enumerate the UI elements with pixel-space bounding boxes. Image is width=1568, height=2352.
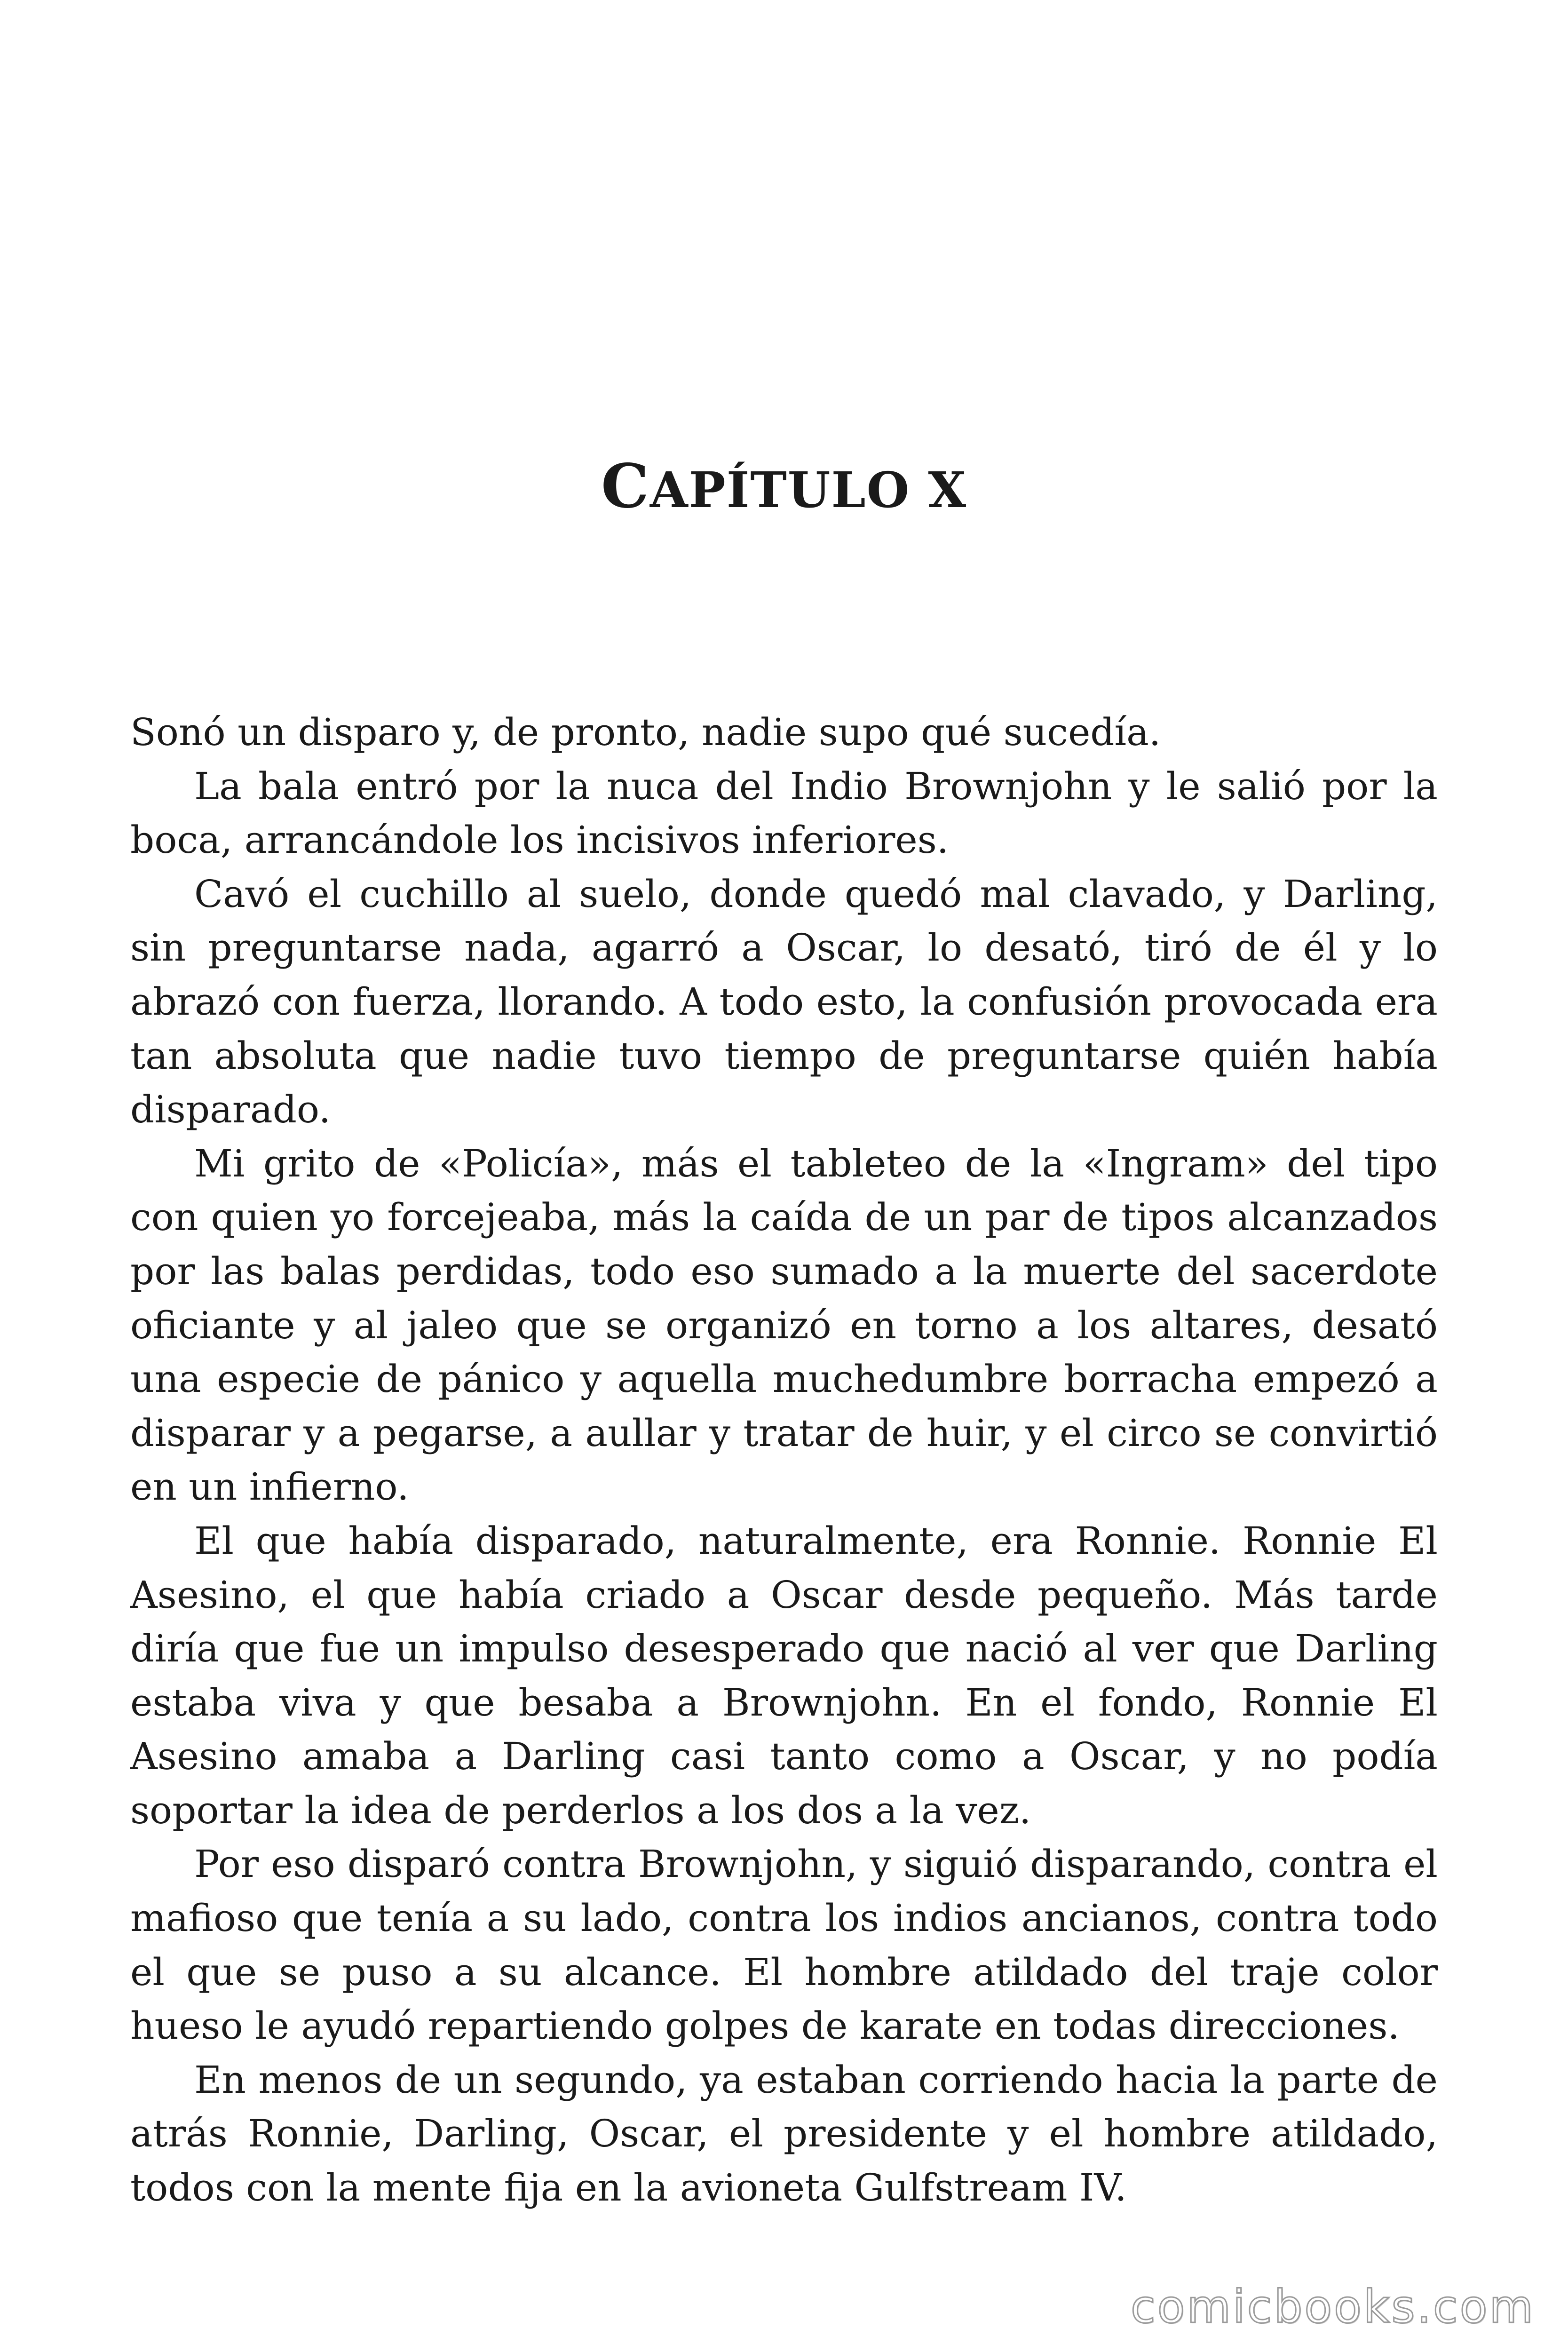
paragraph-5: El que había disparado, naturalmente, era Ronnie. Ronnie El Asesino, el que había criado a Oscar desde pequeño. Más tarde diría que fue un impulso desesperado que nació al ver que Darling estaba viva y que besaba a Brownjohn. En el fondo, Ronnie El Asesino amaba a Darling casi tanto como a Oscar, y no podía soportar la idea de perderlos a los dos a la vez. [130,1518,1438,1832]
paragraph-1: Sonó un disparo y, de pronto, nadie supo qué sucedía. [130,710,1161,754]
chapter-title-rest: APÍTULO X [649,461,967,519]
paragraph-7: En menos de un segundo, ya estaban corriendo hacia la parte de atrás Ronnie, Darling, Oscar, el presidente y el hombre atildado, todos con la mente fija en la avioneta Gulfstream IV. [130,2058,1438,2210]
paragraph-4: Mi grito de «Policía», más el tableteo de la «Ingram» del tipo con quien yo forcejeaba, más la caída de un par de tipos alcanzados por las balas perdidas, todo eso sumado a la muerte del sacerdote oficiante y al jaleo que se organizó en torno a los altares, desató una especie de pánico y aquella muchedumbre borracha empezó a disparar y a pegarse, a aullar y tratar de huir, y el circo se convirtió en un infierno. [130,1141,1438,1509]
paragraph-6: Por eso disparó contra Brownjohn, y siguió disparando, contra el mafioso que tenía a su lado, contra los indios ancianos, contra todo el que se puso a su alcance. El hombre atildado del traje color hueso le ayudó repartiendo golpes de karate en todas direcciones. [130,1842,1438,2048]
chapter-body [130,706,1438,2215]
chapter-title [0,451,1568,522]
paragraph-2: La bala entró por la nuca del Indio Brownjohn y le salió por la boca, arrancándole los incisivos inferiores. [130,764,1438,862]
chapter-title-initial: C [601,451,650,522]
paragraph-3: Cavó el cuchillo al suelo, donde quedó mal clavado, y Darling, sin preguntarse nada, agarró a Oscar, lo desató, tiró de él y lo abrazó con fuerza, llorando. A todo esto, la confusión provocada era tan absoluta que nadie tuvo tiempo de preguntarse quién había disparado. [130,872,1438,1132]
watermark: comicbooks.com [1130,2280,1535,2333]
